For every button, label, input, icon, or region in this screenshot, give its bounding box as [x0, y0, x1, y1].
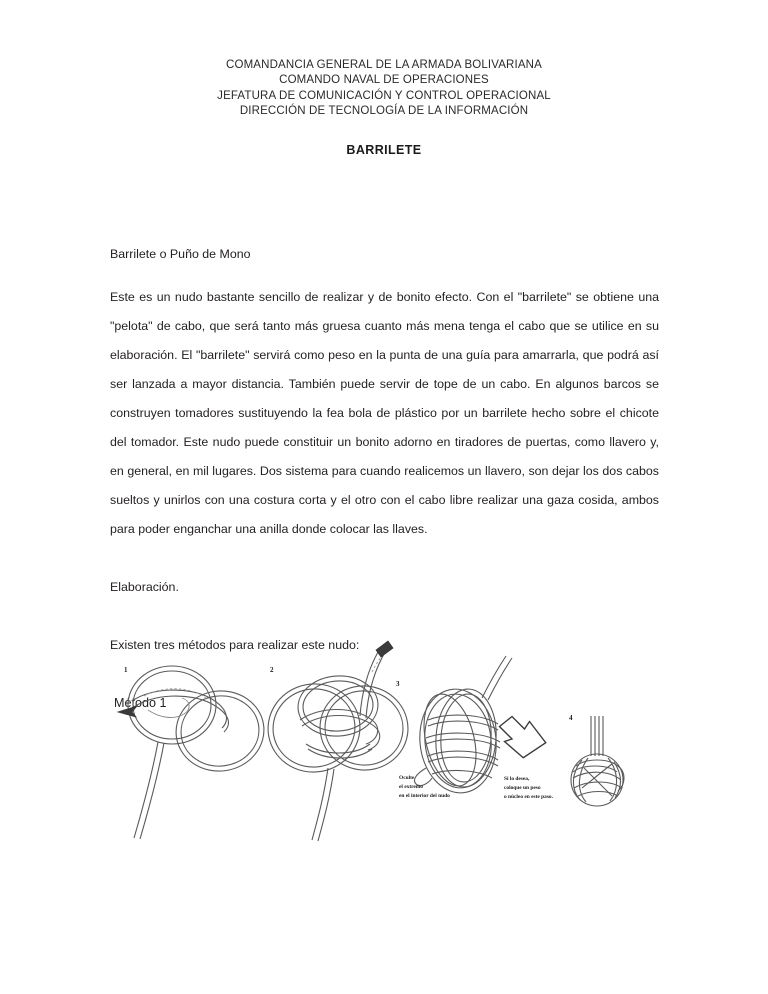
- caption-add-weight-line-3: o núcleo en este paso.: [504, 794, 553, 800]
- elaboracion-heading: Elaboración.: [110, 580, 179, 594]
- step-4-number: 4: [569, 714, 573, 722]
- main-paragraph: Este es un nudo bastante sencillo de realizar y de bonito efecto. Con el "barrilete" se obtiene una "pelota" de cabo, que será tanto más gruesa cuanto más mena tenga el cabo que se utilice en su elaboración. El "barrilete" servirá como peso en la punta de una guía para amarrarla, que podrá así ser lanzada a mayor distancia. También puede servir de tope de un cabo. En algunos barcos se construyen tomadores sustituyendo la fea bola de plástico por un barrilete hecho sobre el chicote del tomador. Este nudo puede constituir un bonito adorno en tiradores de puertas, como llavero y, en general, en mil lugares. Dos sistema para cuando realicemos un llavero, son dejar los dos cabos sueltos y unirlos con una costura corta y el otro con el cabo libre realizar una gaza cosida, ambos para poder enganchar una anilla donde colocar las llaves.: [110, 290, 659, 536]
- step-2-number: 2: [270, 666, 274, 674]
- caption-add-weight: [504, 776, 554, 800]
- letterhead-line-4: DIRECCIÓN DE TECNOLOGÍA DE LA INFORMACIÓN: [239, 105, 529, 118]
- letterhead-line-2: COMANDO NAVAL DE OPERACIONES: [279, 74, 489, 87]
- knot-diagram-svg: [110, 628, 659, 848]
- letterhead-line-3: JEFATURA DE COMUNICACIÓN Y CONTROL OPERACIONAL: [217, 89, 551, 102]
- knot-step-2: [261, 641, 413, 841]
- caption-add-weight-line-2: coloque un peso: [504, 785, 541, 791]
- knot-illustration: [110, 628, 659, 848]
- step-1-number: 1: [124, 666, 128, 674]
- paragraph-spacer-1: [110, 544, 659, 573]
- metodo-1-label: Método 1: [114, 696, 167, 710]
- caption-hide-end-line-1: Oculte: [399, 775, 415, 781]
- block-arrow-icon: [500, 717, 546, 758]
- caption-add-weight-line-1: Si lo desea,: [504, 776, 530, 782]
- paragraph-spacer-2: [110, 602, 659, 631]
- subtitle-line: Barrilete o Puño de Mono: [110, 247, 251, 261]
- letterhead-line-1: COMANDANCIA GENERAL DE LA ARMADA BOLIVARIANA: [226, 59, 542, 71]
- caption-hide-end-line-2: el extremo: [399, 784, 423, 790]
- metodos-intro: Existen tres métodos para realizar este nudo:: [110, 638, 360, 652]
- step-3-number: 3: [396, 680, 400, 688]
- knot-step-4: [569, 714, 624, 806]
- knot-step-3: [396, 656, 554, 800]
- letterhead: [0, 58, 768, 120]
- caption-hide-end-line-3: en el interior del nudo: [399, 793, 450, 799]
- rope-end-tip-icon: [376, 641, 393, 657]
- page-title: BARRILETE: [346, 143, 422, 157]
- knot-step-1: [118, 666, 269, 839]
